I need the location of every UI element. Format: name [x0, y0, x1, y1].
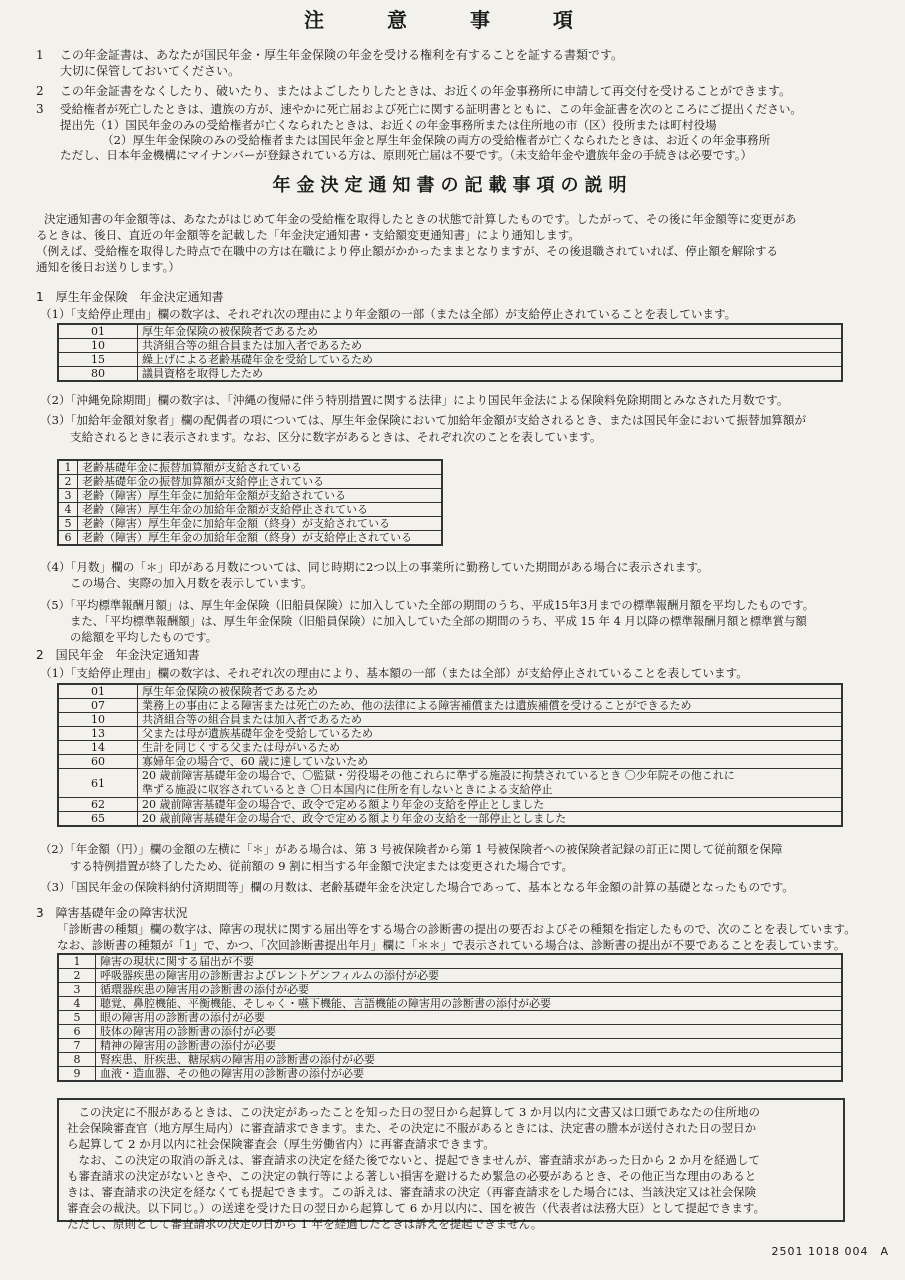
notice-line-8: ただし、原則として審査請求の決定の日から 1 年を経過したときは訴えを提起できません。: [67, 1217, 543, 1231]
table-cell-code: 61: [58, 769, 138, 798]
section-1-table-2: [57, 459, 443, 546]
table-cell-code: 8: [58, 1053, 96, 1067]
table-cell-code: 5: [58, 517, 78, 531]
table-cell-text: 老齢（障害）厚生年金に加給年金額（終身）が支給されている: [78, 517, 443, 531]
table-row: [58, 684, 842, 699]
notice-line-7: 審査会の裁決。以下同じ。）の送達を受けた日の翌日から起算して 6 か月以内に、国を被告（代表者は法務大臣）として提起できます。: [67, 1201, 765, 1215]
section-3-line-2: なお、診断書の種類が「1」で、かつ、「次回診断書提出年月」欄に「＊＊」で表示されている場合は、診断書の提出が不要であることを表しています。: [57, 938, 846, 952]
section-1-item-5-line-2: また、「平均標準報酬額」は、厚生年金保険（旧船員保険）に加入していた全部の期間のうち、平成 15 年 4 月以降の標準報酬月額と標準賞与額: [70, 614, 807, 628]
note-2-line-1: この年金証書をなくしたり、破いたり、またはよごしたりしたときは、お近くの年金事務所に申請して再交付を受けることができます。: [60, 84, 792, 98]
note-1-line-2: 大切に保管しておいてください。: [60, 64, 241, 78]
page-title: 注 意 事 項: [304, 8, 601, 32]
table-cell-code: 6: [58, 531, 78, 546]
table-cell-text: 20 歳前障害基礎年金の場合で、政令で定める額より年金の支給を停止としました: [138, 798, 843, 812]
table-cell-text: 共済組合等の組合員または加入者であるため: [138, 339, 843, 353]
table-row: [58, 983, 842, 997]
table-cell-text: 循環器疾患の障害用の診断書の添付が必要: [96, 983, 843, 997]
table-cell-code: 01: [58, 324, 138, 339]
notice-line-4: なお、この決定の取消の訴えは、審査請求の決定を経た後でないと、提起できませんが、審査請求があった日から 2 か月を経過して: [67, 1153, 761, 1167]
intro-line-1: 決定通知書の年金額等は、あなたがはじめて年金の受給権を取得したときの状態で計算したものです。したがって、その後に年金額等に変更があ: [44, 212, 797, 226]
table-cell-text: 精神の障害用の診断書の添付が必要: [96, 1039, 843, 1053]
table-row: [58, 1025, 842, 1039]
table-cell-code: 4: [58, 997, 96, 1011]
table-row: [58, 1011, 842, 1025]
table-row: [58, 699, 842, 713]
table-row: [58, 769, 842, 798]
table-row: [58, 1039, 842, 1053]
note-1-line-1: この年金証書は、あなたが国民年金・厚生年金保険の年金を受ける権利を有することを証する書類です。: [60, 48, 624, 62]
section-3-heading: 3 障害基礎年金の障害状況: [36, 906, 188, 920]
table-cell-code: 13: [58, 727, 138, 741]
table-cell-code: 1: [58, 460, 78, 475]
section-2-item-3: （3）「国民年金の保険料納付済期間等」欄の月数は、老齢基礎年金を決定した場合であって、基本となる年金額の計算の基礎となったものです。: [40, 880, 794, 894]
table-cell-text: 20 歳前障害基礎年金の場合で、政令で定める額より年金の支給を一部停止としました: [138, 812, 843, 827]
table-cell-text: 厚生年金保険の被保険者であるため: [138, 324, 843, 339]
section-1-heading: 1 厚生年金保険 年金決定通知書: [36, 290, 224, 304]
table-cell-code: 9: [58, 1067, 96, 1082]
table-row: [58, 489, 442, 503]
table-row: [58, 997, 842, 1011]
table-row: [58, 1053, 842, 1067]
section-3-line-1: 「診断書の種類」欄の数字は、障害の現状に関する届出等をする場合の診断書の提出の要否およびその種類を指定したもので、次のことを表しています。: [57, 922, 856, 936]
section-1-item-2: （2）「沖縄免除期間」欄の数字は、「沖縄の復帰に伴う特別措置に関する法律」により国民年金法による保険料免除期間とみなされた月数です。: [40, 393, 789, 407]
table-cell-text: 繰上げによる老齢基礎年金を受給しているため: [138, 353, 843, 367]
table-cell-text: 父または母が遺族基礎年金を受給しているため: [138, 727, 843, 741]
table-cell-text: 厚生年金保険の被保険者であるため: [138, 684, 843, 699]
section-3-table: [57, 953, 843, 1082]
table-cell-code: 10: [58, 339, 138, 353]
table-cell-code: 1: [58, 954, 96, 969]
note-3-line-4: ただし、日本年金機構にマイナンバーが登録されている方は、原則死亡届は不要です。（未支給年金や遺族年金の手続きは必要です。）: [60, 148, 753, 162]
intro-line-4: 通知を後日お送りします。）: [36, 260, 180, 274]
section-1-table-1: [57, 323, 843, 382]
table-cell-code: 7: [58, 1039, 96, 1053]
table-row: [58, 741, 842, 755]
section-2-item-1: （1）「支給停止理由」欄の数字は、それぞれ次の理由により、基本額の一部（または全部）が支給停止されていることを表しています。: [40, 666, 748, 680]
section-1-item-1: （1）「支給停止理由」欄の数字は、それぞれ次の理由により年金額の一部（または全部）が支給停止されていることを表しています。: [40, 307, 737, 321]
table-cell-code: 62: [58, 798, 138, 812]
table-cell-text: 老齢（障害）厚生年金に加給年金額が支給されている: [78, 489, 443, 503]
table-row: [58, 475, 442, 489]
table-row: [58, 460, 442, 475]
table-cell-code: 80: [58, 367, 138, 382]
table-cell-code: 6: [58, 1025, 96, 1039]
section-1-item-5-line-1: （5）「平均標準報酬月額」は、厚生年金保険（旧船員保険）に加入していた全部の期間のうち、平成15年3月までの標準報酬月額を平均したものです。: [40, 598, 815, 612]
table-cell-code: 15: [58, 353, 138, 367]
section-2-item-2-line-2: する特例措置が終了したため、従前額の 9 割に相当する年金額で決定または変更された場合です。: [70, 859, 573, 873]
table-row: [58, 503, 442, 517]
table-cell-text: 寡婦年金の場合で、60 歳に達していないため: [138, 755, 843, 769]
note-3-number: 3: [36, 102, 44, 116]
table-cell-text-line-1: 20 歳前障害基礎年金の場合で、〇監獄・労役場その他これらに準ずる施設に拘禁されているとき 〇少年院その他これに: [142, 769, 735, 782]
table-cell-text: 老齢（障害）厚生年金の加給年金額（終身）が支給停止されている: [78, 531, 443, 546]
intro-line-3: （例えば、受給権を取得した時点で在職中の方は在職により停止額がかかったままとなりますが、その後退職されていれば、停止額を解除する: [36, 244, 779, 258]
table-row: [58, 324, 842, 339]
table-cell-code: 2: [58, 475, 78, 489]
notice-line-2: 社会保険審査官（地方厚生局内）に審査請求できます。また、その決定に不服があるときには、決定書の謄本が送付された日の翌日か: [67, 1121, 757, 1135]
table-cell-text: 血液・造血器、その他の障害用の診断書の添付が必要: [96, 1067, 843, 1082]
table-row: [58, 812, 842, 827]
section-1-item-5-line-3: の総額を平均したものです。: [70, 630, 218, 644]
note-3-line-3: （2）厚生年金保険のみの受給権者または国民年金と厚生年金保険の両方の受給権者が亡くなられたときは、お近くの年金事務所: [102, 133, 771, 147]
table-cell-text: 聴覚、鼻腔機能、平衡機能、そしゃく・嚥下機能、言語機能の障害用の診断書の添付が必要: [96, 997, 843, 1011]
table-cell-code: 14: [58, 741, 138, 755]
table-row: [58, 713, 842, 727]
intro-line-2: るときは、後日、直近の年金額等を記載した「年金決定通知書・支給額変更通知書」により通知します。: [36, 228, 580, 242]
table-cell-text: 肢体の障害用の診断書の添付が必要: [96, 1025, 843, 1039]
table-row: [58, 517, 442, 531]
section-title: 年金決定通知書の記載事項の説明: [272, 175, 633, 196]
section-1-item-4-line-1: （4）「月数」欄の「＊」印がある月数については、同じ時期に2つ以上の事業所に勤務していた期間がある場合に表示されます。: [40, 560, 709, 574]
table-row: [58, 755, 842, 769]
table-cell-code: 3: [58, 983, 96, 997]
table-cell-text-line-2: 準ずる施設に収容されているとき 〇日本国内に住所を有しないときによる支給停止: [142, 783, 553, 796]
note-3-line-2: 提出先（1）国民年金のみの受給権者が亡くなられたときは、お近くの年金事務所または住所地の市（区）役所または町村役場: [60, 118, 717, 132]
table-cell-text: [138, 769, 843, 798]
form-code: 2501 1018 004 A: [771, 1245, 889, 1258]
table-row: [58, 954, 842, 969]
table-cell-text: 生計を同じくする父または母がいるため: [138, 741, 843, 755]
section-2-table: [57, 683, 843, 827]
note-1-number: 1: [36, 48, 44, 62]
section-1-item-3-line-1: （3）「加給年金額対象者」欄の配偶者の項については、厚生年金保険において加給年金額が支給されるとき、または国民年金において振替加算額が: [40, 413, 807, 427]
table-row: [58, 367, 842, 382]
table-cell-code: 3: [58, 489, 78, 503]
table-row: [58, 1067, 842, 1082]
table-row: [58, 727, 842, 741]
section-2-heading: 2 国民年金 年金決定通知書: [36, 648, 200, 662]
table-cell-code: 65: [58, 812, 138, 827]
table-cell-text: 業務上の事由による障害または死亡のため、他の法律による障害補償または遺族補償を受けることができるため: [138, 699, 843, 713]
table-cell-text: 老齢基礎年金に振替加算額が支給されている: [78, 460, 443, 475]
section-1-item-4-line-2: この場合、実際の加入月数を表示しています。: [70, 576, 313, 590]
table-cell-text: 老齢（障害）厚生年金の加給年金額が支給停止されている: [78, 503, 443, 517]
note-3-line-1: 受給権者が死亡したときは、遺族の方が、速やかに死亡届および死亡に関する証明書とともに、この年金証書を次のところにご提出ください。: [60, 102, 803, 116]
table-cell-text: 眼の障害用の診断書の添付が必要: [96, 1011, 843, 1025]
appeal-notice-box: [57, 1098, 845, 1231]
notice-line-1: この決定に不服があるときは、この決定があったことを知った日の翌日から起算して 3 か月以内に文書又は口頭であなたの住所地の: [67, 1105, 761, 1119]
table-cell-text: 議員資格を取得したため: [138, 367, 843, 382]
table-cell-code: 5: [58, 1011, 96, 1025]
table-row: [58, 798, 842, 812]
section-1-item-3-line-2: 支給されるときに表示されます。なお、区分に数字があるときは、それぞれ次のことを表しています。: [70, 430, 602, 444]
table-cell-text: 呼吸器疾患の障害用の診断書およびレントゲンフィルムの添付が必要: [96, 969, 843, 983]
table-cell-code: 07: [58, 699, 138, 713]
table-row: [58, 531, 442, 546]
notice-line-5: も審査請求の決定がないときや、この決定の執行等による著しい損害を避けるため緊急の必要があるとき、その他正当な理由のあると: [67, 1169, 757, 1183]
notice-line-3: ら起算して 2 か月以内に社会保険審査会（厚生労働省内）に再審査請求できます。: [67, 1137, 495, 1151]
table-row: [58, 969, 842, 983]
table-cell-text: 障害の現状に関する届出が不要: [96, 954, 843, 969]
notice-line-6: きは、審査請求の決定を経なくても提起できます。この訴えは、審査請求の決定（再審査請求をした場合には、当該決定又は社会保険: [67, 1185, 757, 1199]
table-cell-text: 老齢基礎年金の振替加算額が支給停止されている: [78, 475, 443, 489]
table-row: [58, 339, 842, 353]
table-cell-text: 共済組合等の組合員または加入者であるため: [138, 713, 843, 727]
note-2-number: 2: [36, 84, 44, 98]
table-cell-code: 10: [58, 713, 138, 727]
table-cell-code: 01: [58, 684, 138, 699]
table-cell-code: 60: [58, 755, 138, 769]
table-row: [58, 353, 842, 367]
table-cell-code: 2: [58, 969, 96, 983]
section-2-item-2-line-1: （2）「年金額（円）」欄の金額の左横に「＊」がある場合は、第 3 号被保険者から第 1 号被保険者への被保険者記録の訂正に関して従前額を保障: [40, 842, 783, 856]
table-cell-code: 4: [58, 503, 78, 517]
table-cell-text: 腎疾患、肝疾患、糖尿病の障害用の診断書の添付が必要: [96, 1053, 843, 1067]
